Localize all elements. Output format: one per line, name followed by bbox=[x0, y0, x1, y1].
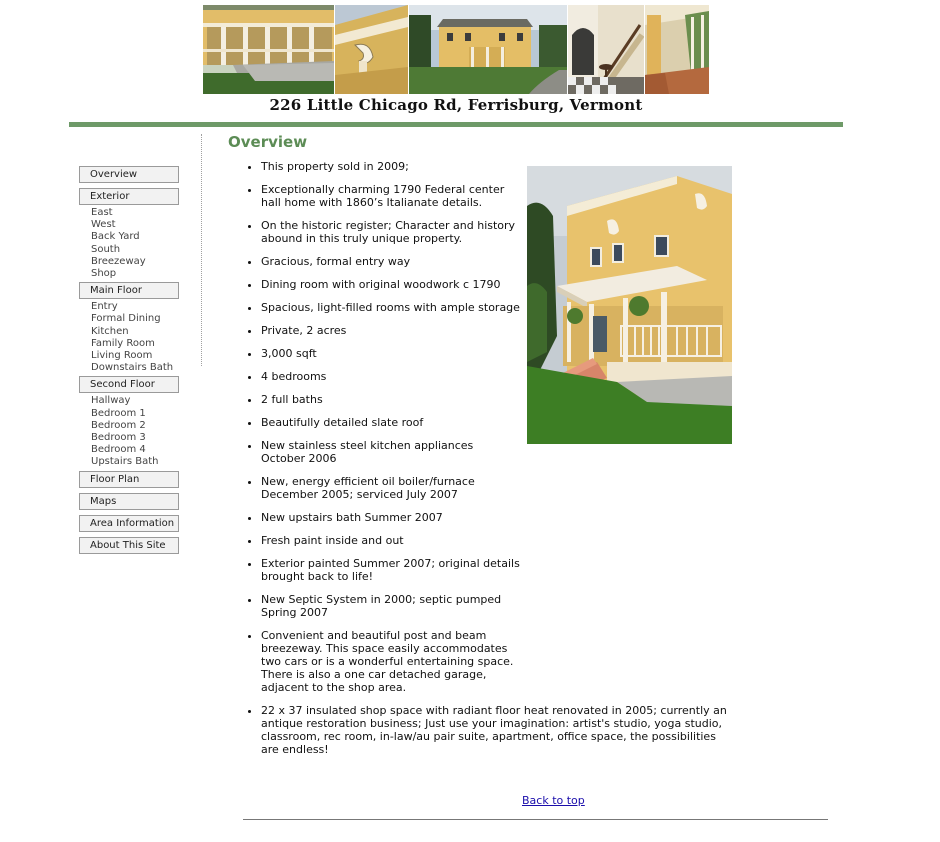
site-title: 226 Little Chicago Rd, Ferrisburg, Vermont bbox=[269, 96, 643, 114]
nav-item-breezeway[interactable]: Breezeway bbox=[91, 255, 146, 267]
nav-item-entry[interactable]: Entry bbox=[91, 301, 118, 313]
list-item: • Beautifully detailed slate roof bbox=[261, 416, 520, 429]
stair-hall-photo-icon bbox=[568, 5, 644, 94]
nav-item-bedroom-4[interactable]: Bedroom 4 bbox=[91, 444, 146, 456]
list-item: • New upstairs bath Summer 2007 bbox=[261, 511, 520, 524]
nav-item-east[interactable]: East bbox=[91, 207, 113, 218]
list-item: • On the historic register; Character and history abound in this truly unique property. bbox=[261, 219, 520, 245]
list-item: • 22 x 37 insulated shop space with radiant floor heat renovated in 2005; currently an antique restoration business; Just use your imagination: artist's studio, yoga studio, classroom, rec room, in-law/au pair suite, apartment, office space, the possibilities are endless! bbox=[261, 704, 731, 756]
nav-maps-button[interactable]: Maps bbox=[79, 493, 179, 510]
list-item: • Dining room with original woodwork c 1790 bbox=[261, 278, 520, 291]
nav-item-bedroom-2[interactable]: Bedroom 2 bbox=[91, 419, 146, 431]
main-floor-submenu bbox=[79, 299, 179, 376]
nav-exterior-button[interactable]: Exterior bbox=[79, 188, 179, 205]
nav-item-bedroom-3[interactable]: Bedroom 3 bbox=[91, 432, 146, 444]
page-title: Overview bbox=[228, 133, 308, 151]
list-item: • Private, 2 acres bbox=[261, 324, 520, 337]
porch-photo-icon bbox=[203, 5, 334, 94]
nav-floor-plan-button[interactable]: Floor Plan bbox=[79, 471, 179, 488]
veranda-photo-icon bbox=[645, 5, 709, 94]
nav-item-downstairs-bath[interactable]: Downstairs Bath bbox=[91, 362, 174, 374]
list-item: • 2 full baths bbox=[261, 393, 520, 406]
nav-item-kitchen[interactable]: Kitchen bbox=[91, 325, 129, 337]
list-item: • New, energy efficient oil boiler/furnace December 2005; serviced July 2007 bbox=[261, 475, 520, 501]
exterior-submenu bbox=[79, 205, 179, 282]
house-front-photo-icon bbox=[409, 5, 567, 94]
nav-item-living-room[interactable]: Living Room bbox=[91, 350, 153, 362]
nav-item-shop[interactable]: Shop bbox=[91, 268, 117, 280]
back-to-top-link[interactable]: Back to top bbox=[522, 794, 585, 807]
nav-overview-button[interactable]: Overview bbox=[79, 166, 179, 183]
footer-divider bbox=[243, 819, 828, 820]
nav-about-button[interactable]: About This Site bbox=[79, 537, 179, 554]
nav-item-hallway[interactable]: Hallway bbox=[91, 395, 131, 407]
list-item: • New Septic System in 2000; septic pumped Spring 2007 bbox=[261, 593, 520, 619]
bracket-detail-photo-icon bbox=[335, 5, 408, 94]
sidebar-nav bbox=[79, 166, 179, 554]
list-item: • Fresh paint inside and out bbox=[261, 534, 520, 547]
nav-item-south[interactable]: South bbox=[91, 243, 121, 255]
house-photo-icon bbox=[527, 166, 732, 444]
list-item: • Convenient and beautiful post and beam breezeway. This space easily accommodates two cars or is a wonderful entertaining space. There is also a one car detached garage, adjacent to the shop area. bbox=[261, 629, 520, 694]
header-banner bbox=[203, 5, 709, 94]
sidebar-divider bbox=[201, 134, 202, 366]
list-item: • This property sold in 2009; bbox=[261, 160, 520, 173]
list-item: • Spacious, light-filled rooms with ample storage bbox=[261, 301, 520, 314]
list-item: • 3,000 sqft bbox=[261, 347, 520, 360]
nav-main-floor-button[interactable]: Main Floor bbox=[79, 282, 179, 299]
list-item: • Gracious, formal entry way bbox=[261, 255, 520, 268]
feature-list bbox=[245, 160, 727, 766]
nav-item-formal-dining[interactable]: Formal Dining bbox=[91, 313, 161, 325]
list-item: • 4 bedrooms bbox=[261, 370, 520, 383]
nav-item-bedroom-1[interactable]: Bedroom 1 bbox=[91, 407, 146, 419]
second-floor-submenu bbox=[79, 393, 179, 470]
nav-item-back-yard[interactable]: Back Yard bbox=[91, 231, 140, 243]
list-item: • New stainless steel kitchen appliances October 2006 bbox=[261, 439, 520, 465]
list-item: • Exceptionally charming 1790 Federal center hall home with 1860’s Italianate details. bbox=[261, 183, 520, 209]
nav-item-family-room[interactable]: Family Room bbox=[91, 337, 155, 349]
header-divider bbox=[69, 122, 843, 127]
nav-item-upstairs-bath[interactable]: Upstairs Bath bbox=[91, 456, 159, 468]
nav-second-floor-button[interactable]: Second Floor bbox=[79, 376, 179, 393]
list-item: • Exterior painted Summer 2007; original details brought back to life! bbox=[261, 557, 520, 583]
nav-item-west[interactable]: West bbox=[91, 219, 116, 231]
nav-area-information-button[interactable]: Area Information bbox=[79, 515, 179, 532]
